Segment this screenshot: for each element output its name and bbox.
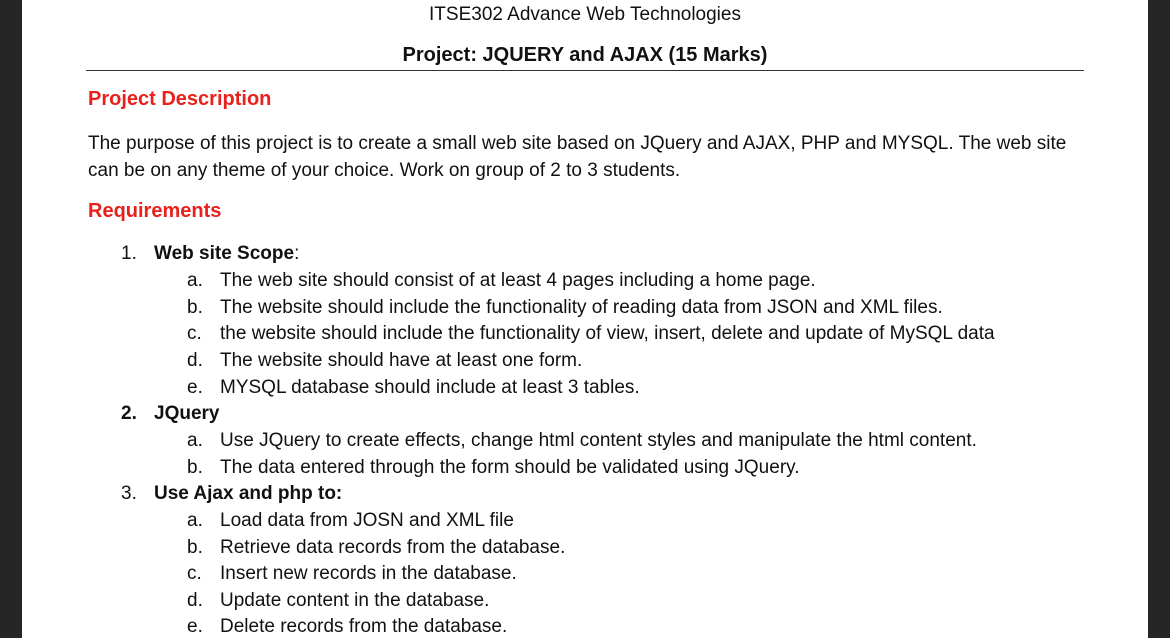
sub-item-text: the website should include the functionality of view, insert, delete and update of MySQL data: [220, 323, 995, 344]
course-title: ITSE302 Advance Web Technologies: [429, 4, 741, 25]
sub-item-letter: c.: [187, 323, 202, 344]
title-divider: [86, 70, 1084, 71]
sub-item-letter: a.: [187, 430, 203, 451]
sub-item-letter: e.: [187, 377, 203, 398]
requirement-number: 1.: [121, 243, 137, 264]
sub-item-text: Retrieve data records from the database.: [220, 537, 566, 558]
sub-item-letter: a.: [187, 270, 203, 291]
sub-item-letter: c.: [187, 563, 202, 584]
sub-item-letter: a.: [187, 510, 203, 531]
sub-item-text: MYSQL database should include at least 3 tables.: [220, 377, 640, 398]
sub-item-text: Insert new records in the database.: [220, 563, 517, 584]
sub-item-letter: d.: [187, 590, 203, 611]
requirement-label: Web site Scope:: [154, 243, 300, 264]
sub-item-text: The website should have at least one form.: [220, 350, 583, 371]
sub-item-letter: d.: [187, 350, 203, 371]
sub-item-text: Delete records from the database.: [220, 616, 508, 637]
document-page: [22, 0, 1148, 638]
requirement-number: 2.: [121, 403, 137, 424]
sub-item-text: The website should include the functionality of reading data from JSON and XML files.: [220, 297, 943, 318]
requirement-label: Use Ajax and php to:: [154, 483, 343, 504]
description-paragraph: The purpose of this project is to create a small web site based on JQuery and AJAX, PHP and MYSQL. The web site can be on any theme of your choice. Work on group of 2 to 3 students.: [88, 133, 1067, 181]
sub-item-text: Load data from JOSN and XML file: [220, 510, 514, 531]
sub-item-text: Update content in the database.: [220, 590, 490, 611]
sub-item-letter: b.: [187, 457, 203, 478]
sub-item-text: Use JQuery to create effects, change html content styles and manipulate the html content.: [220, 430, 977, 451]
sub-item-letter: b.: [187, 537, 203, 558]
sub-item-text: The web site should consist of at least 4 pages including a home page.: [220, 270, 816, 291]
requirements-heading: Requirements: [88, 200, 222, 222]
project-title: Project: JQUERY and AJAX (15 Marks): [402, 44, 768, 66]
sub-item-letter: e.: [187, 616, 203, 637]
requirement-label: JQuery: [154, 403, 220, 424]
description-heading: Project Description: [88, 88, 272, 110]
sub-item-letter: b.: [187, 297, 203, 318]
sub-item-text: The data entered through the form should be validated using JQuery.: [220, 457, 800, 478]
requirement-number: 3.: [121, 483, 137, 504]
